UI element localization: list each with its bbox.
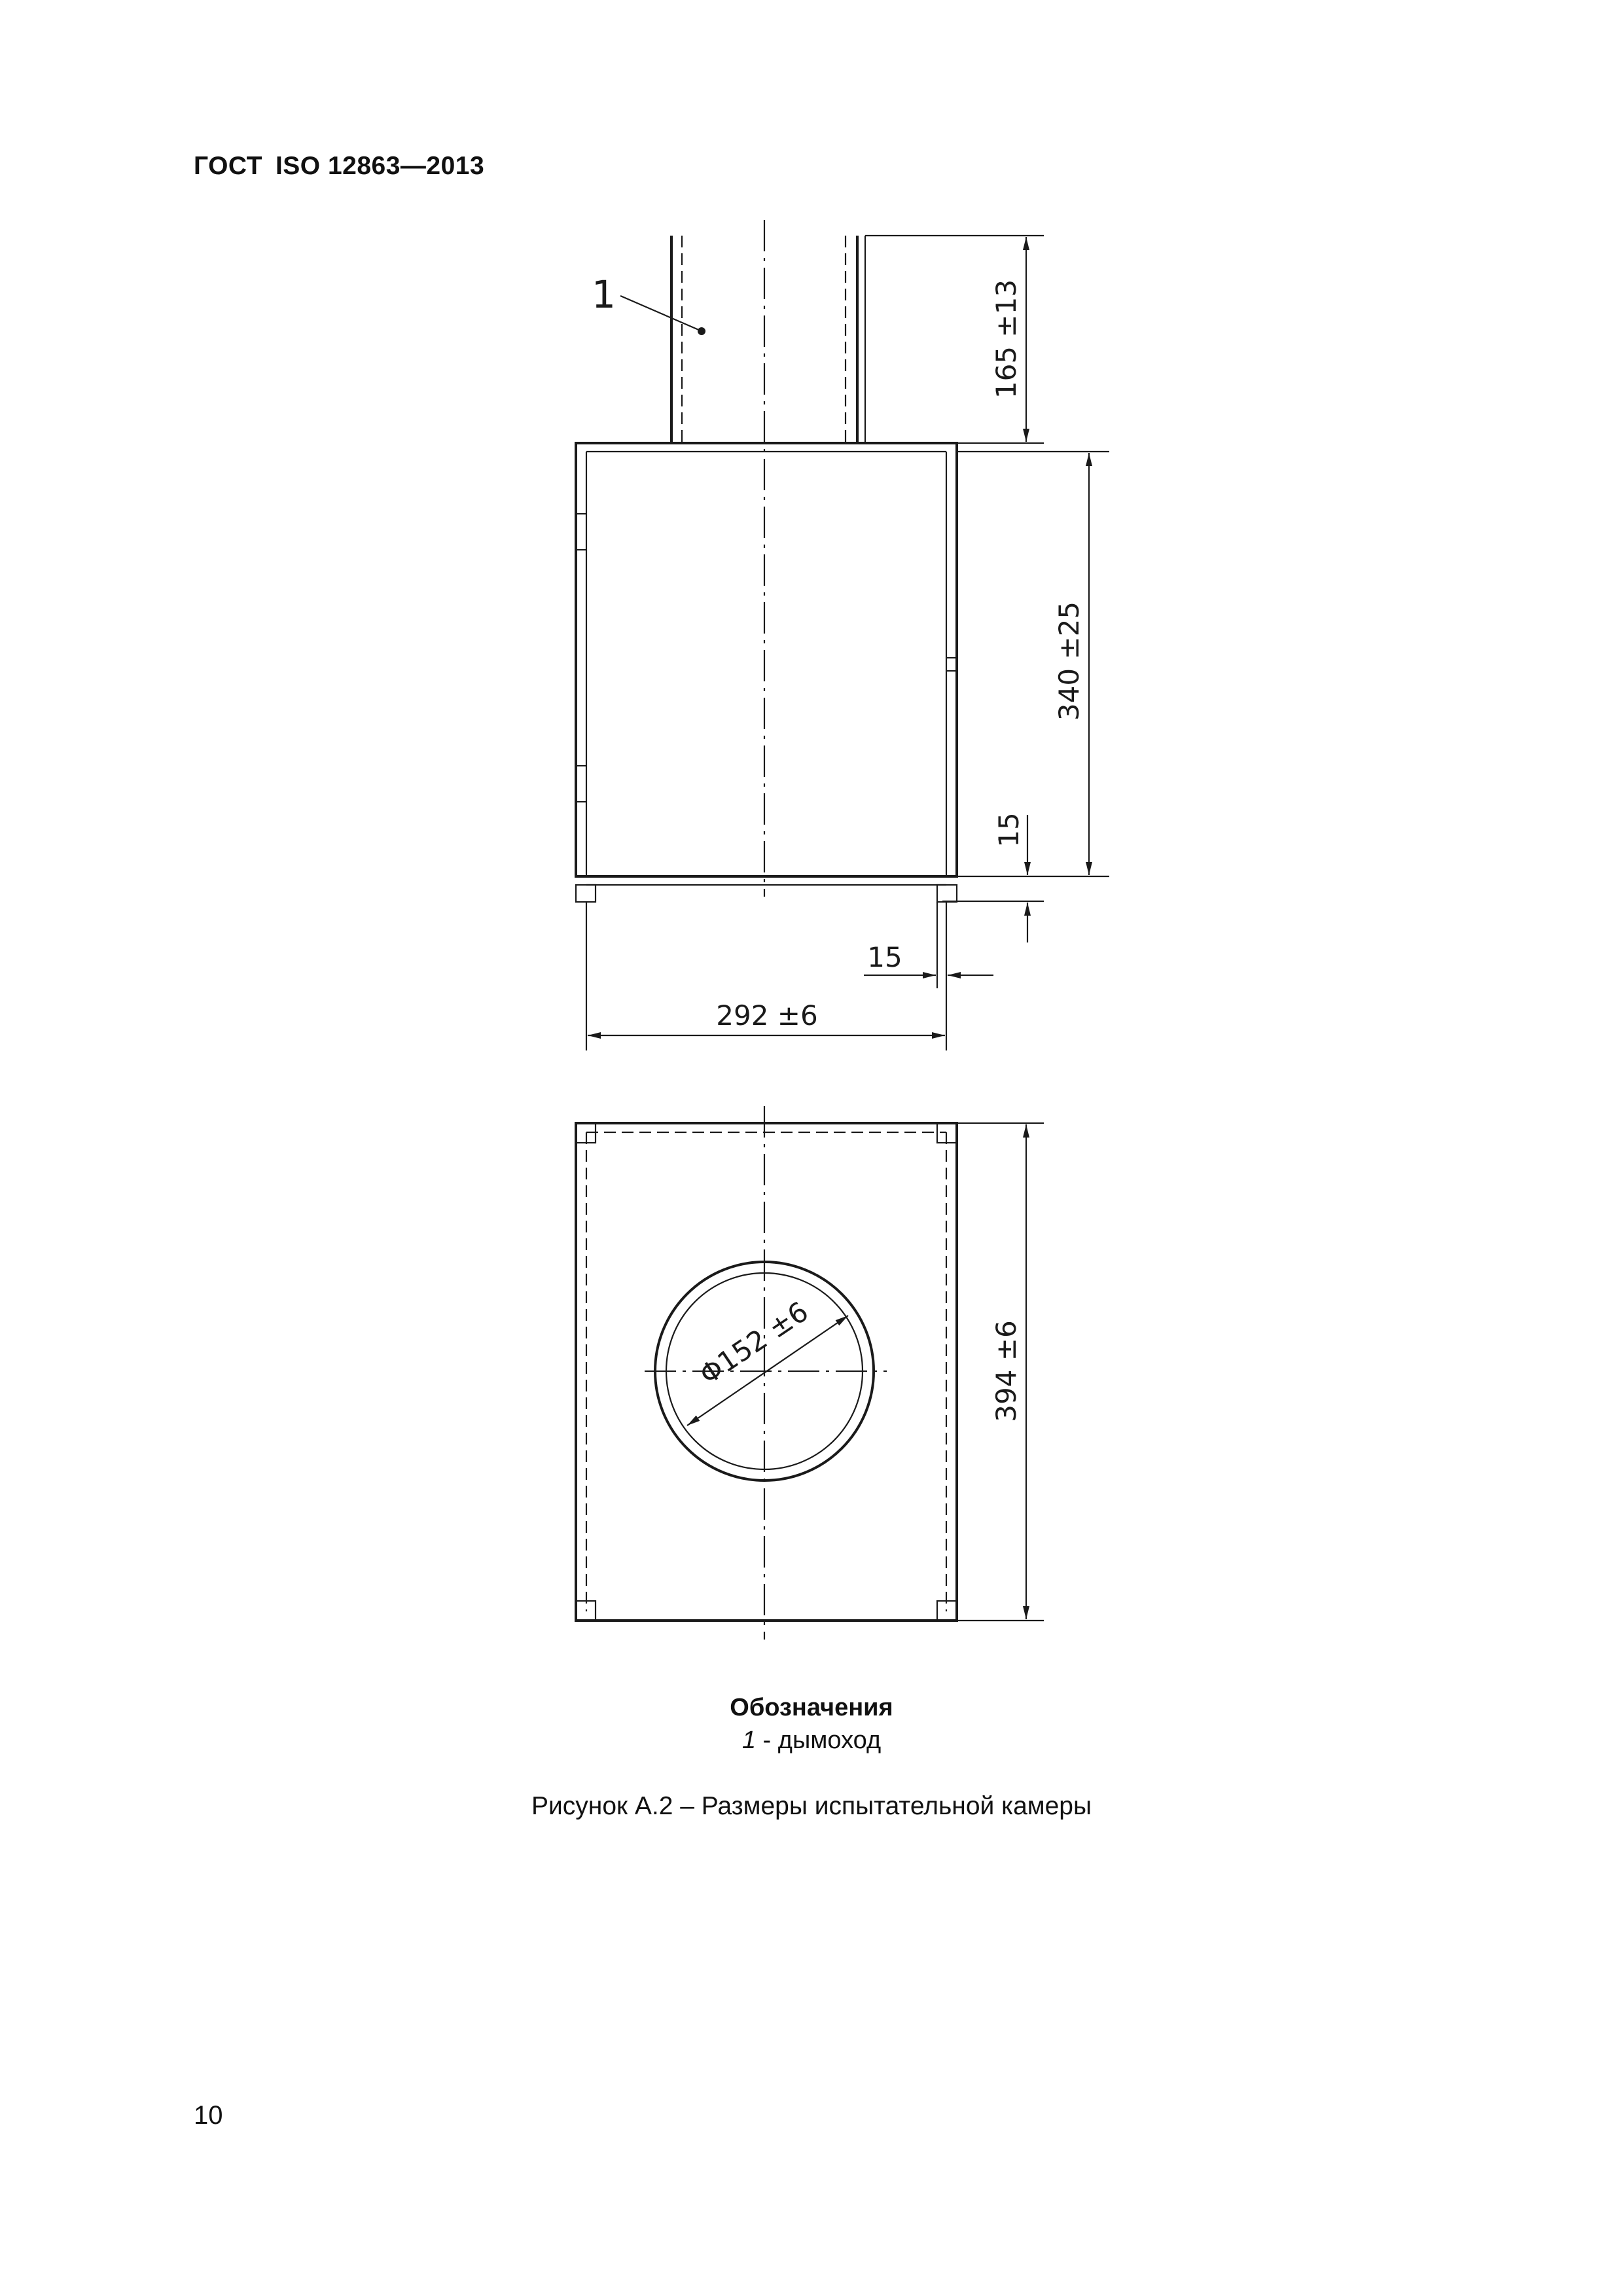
dim-wall-thickness <box>864 902 993 988</box>
dim-text-chamber-height: 340 ±25 <box>1053 601 1085 721</box>
dim-chamber-height <box>957 452 1109 876</box>
figure-caption: Рисунок А.2 – Размеры испытательной камеры <box>531 1792 1092 1820</box>
dim-text-chamber-depth: 394 ±6 <box>990 1320 1022 1422</box>
dim-text-floor-thickness: 15 <box>993 812 1025 848</box>
legend-text: - дымоход <box>756 1727 882 1754</box>
chamber-front <box>576 220 1021 902</box>
standard-prefix: ГОСТ <box>194 152 262 180</box>
dim-text-wall-thickness: 15 <box>867 941 902 973</box>
legend-title: Обозначения <box>730 1694 893 1721</box>
top-view <box>576 1106 1044 1640</box>
callout-1 <box>592 272 705 335</box>
dim-text-chamber-width: 292 ±6 <box>716 999 818 1031</box>
dim-chamber-depth <box>957 1123 1044 1621</box>
dim-chamber-width <box>586 902 946 1050</box>
legend-key: 1 <box>741 1727 756 1754</box>
chimney <box>671 236 865 443</box>
legend-item <box>0 1727 1623 1755</box>
dim-chimney-height <box>865 236 1044 443</box>
standard-number: ISO 12863—2013 <box>275 152 485 180</box>
page-number: 10 <box>194 2101 223 2130</box>
front-view <box>576 220 1109 1050</box>
callout-label: 1 <box>592 272 616 317</box>
dim-text-chimney-height: 165 ±13 <box>990 279 1022 399</box>
dim-text-hole-diameter: Φ152 ±6 <box>694 1295 814 1391</box>
